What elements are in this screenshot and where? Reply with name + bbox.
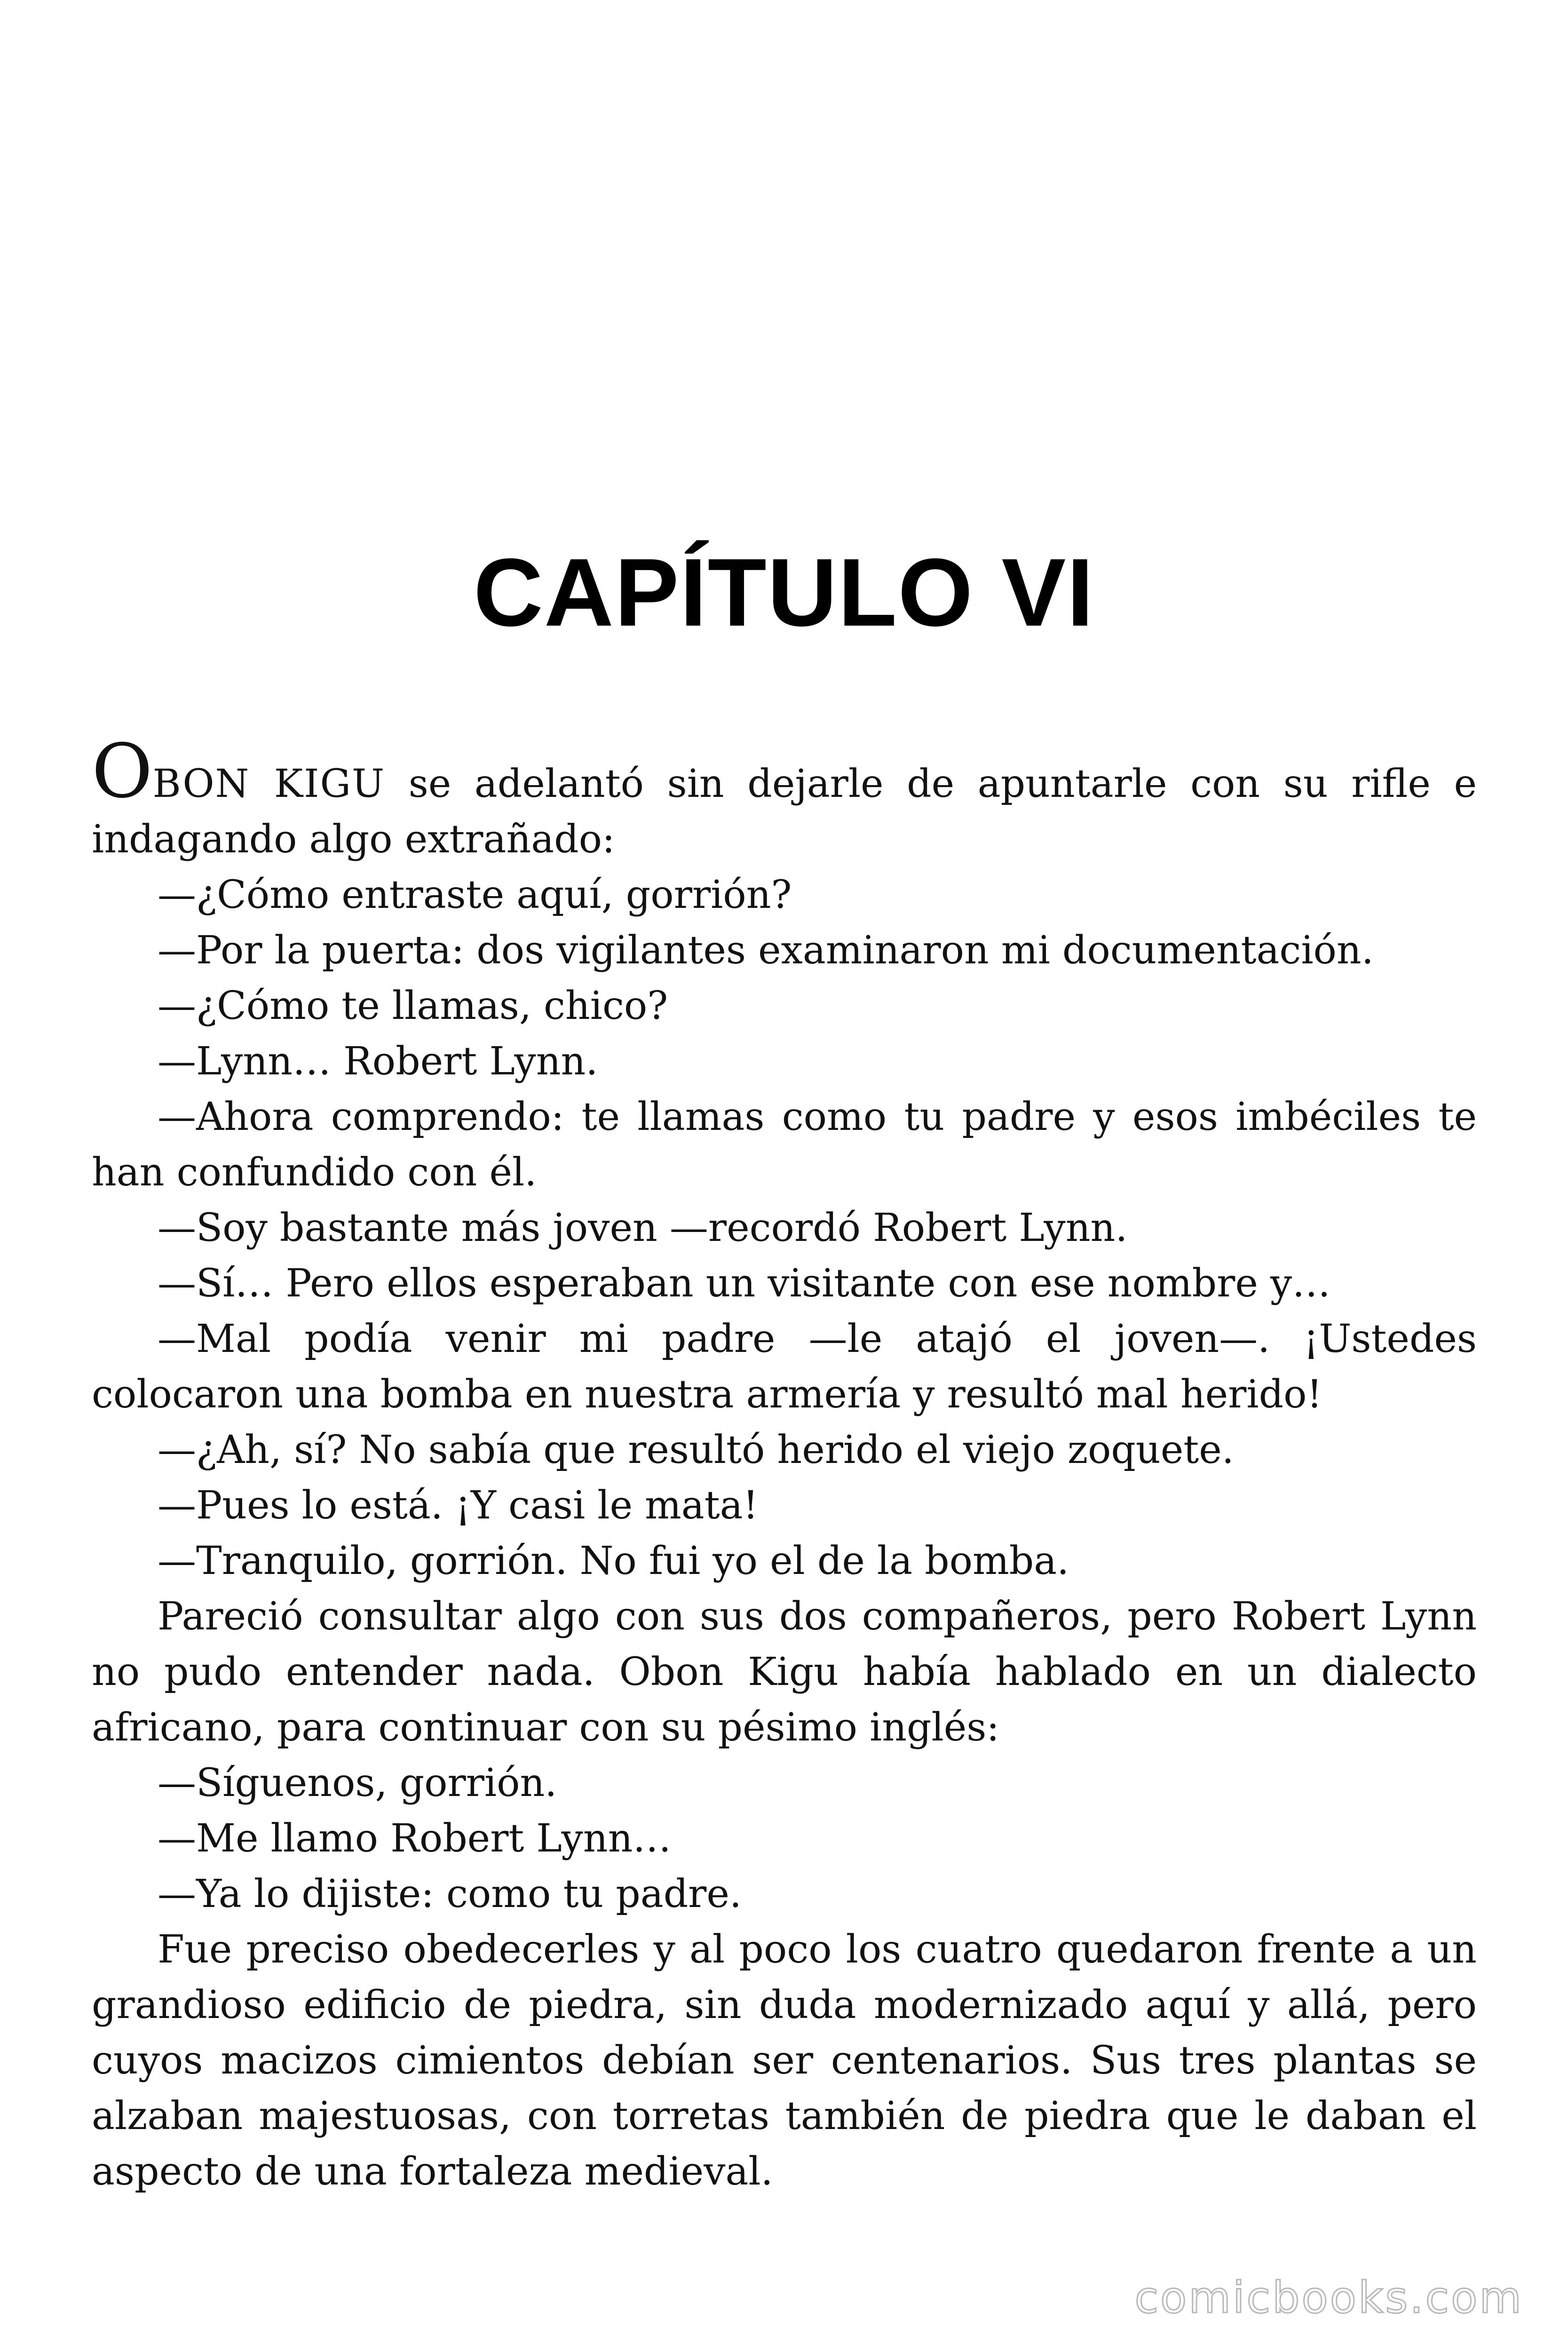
paragraph-8: —Mal podía venir mi padre —le atajó el joven—. ¡Ustedes colocaron una bomba en nuestra armería y resultó mal herido! (92, 1317, 1477, 1417)
paragraph-7: —Sí… Pero ellos esperaban un visitante con ese nombre y… (158, 1261, 1331, 1306)
paragraph-5: —Ahora comprendo: te llamas como tu padre y esos imbéciles te han confundido con él. (92, 1095, 1477, 1195)
chapter-title: CAPÍTULO VI (473, 539, 1095, 646)
paragraph-2: —Por la puerta: dos vigilantes examinaron mi documentación. (158, 928, 1374, 973)
paragraph-15: —Ya lo dijiste: como tu padre. (158, 1872, 742, 1916)
chapter-body (92, 728, 1477, 2200)
paragraph-4: —Lynn… Robert Lynn. (158, 1039, 598, 1084)
paragraph-13: —Síguenos, gorrión. (158, 1761, 557, 1805)
paragraph-9: —¿Ah, sí? No sabía que resultó herido el viejo zoquete. (158, 1428, 1234, 1472)
paragraph-16: Fue preciso obedecerles y al poco los cuatro quedaron frente a un grandioso edificio de piedra, sin duda modernizado aquí y allá, pero cuyos macizos cimientos debían ser centenarios. Sus tres plantas se alzaban majestuosas, con torretas también de piedra que le daban el aspecto de una fortaleza medieval. (92, 1927, 1477, 2194)
opening-text: se adelantó sin dejarle de apuntarle con su rifle e indagando algo extrañado: (92, 762, 1477, 862)
paragraph-14: —Me llamo Robert Lynn… (158, 1816, 672, 1861)
paragraph-6: —Soy bastante más joven —recordó Robert Lynn. (158, 1206, 1128, 1250)
watermark: comicbooks.com (1134, 2273, 1523, 2323)
paragraph-10: —Pues lo está. ¡Y casi le mata! (158, 1483, 759, 1528)
opening-paragraph (92, 728, 1477, 867)
paragraph-12: Pareció consultar algo con sus dos compañeros, pero Robert Lynn no pudo entender nada. Obon Kigu había hablado en un dialecto africano, para continuar con su pésimo inglés: (92, 1594, 1477, 1750)
paragraph-1: —¿Cómo entraste aquí, gorrión? (158, 873, 792, 917)
drop-initial: O (92, 728, 153, 815)
paragraph-3: —¿Cómo te llamas, chico? (158, 984, 668, 1028)
opening-smallcaps: BON KIGU (152, 762, 386, 806)
paragraph-11: —Tranquilo, gorrión. No fui yo el de la bomba. (158, 1539, 1069, 1583)
